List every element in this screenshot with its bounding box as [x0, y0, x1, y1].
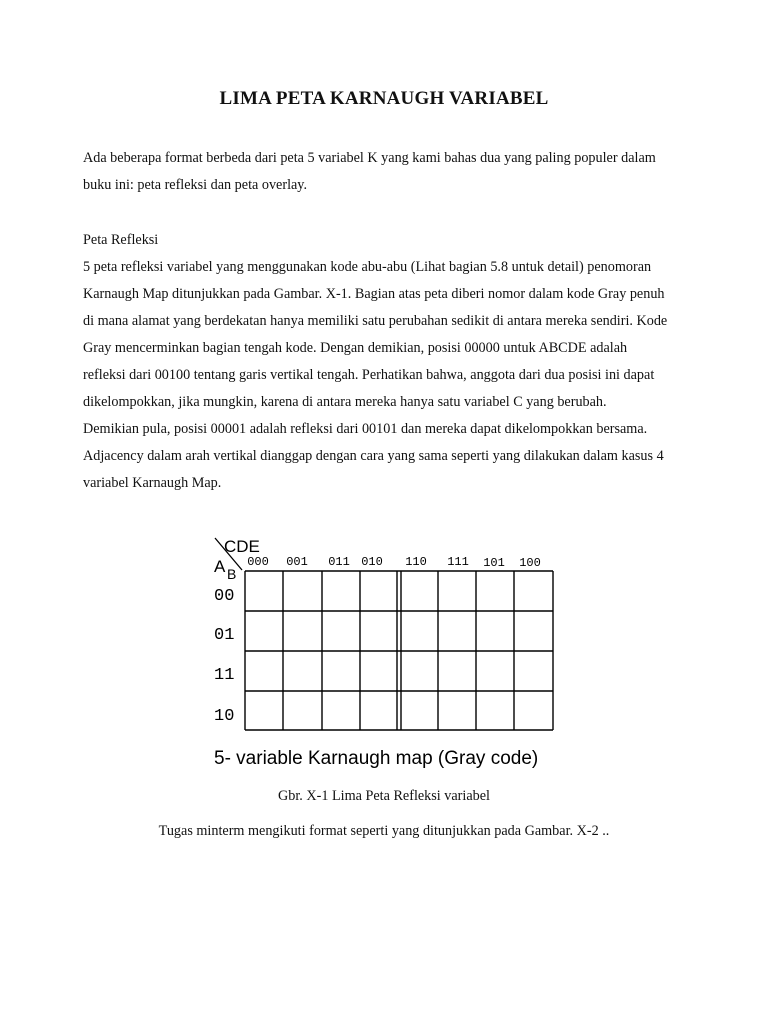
section-line: 5 peta refleksi variabel yang menggunakan kode abu-abu (Lihat bagian 5.8 untuk detail) penomoran — [83, 259, 652, 275]
section-line: Gray mencerminkan bagian tengah kode. Dengan demikian, posisi 00000 untuk ABCDE adalah — [83, 340, 628, 356]
karnaugh-map-figure — [200, 530, 570, 775]
column-label: 000 — [247, 555, 269, 569]
column-label: 100 — [519, 556, 541, 570]
document-title: LIMA PETA KARNAUGH VARIABEL — [219, 88, 549, 109]
section-line: Adjacency dalam arah vertikal dianggap dengan cara yang sama seperti yang dilakukan dalam kasus 4 — [83, 448, 664, 464]
intro-line: buku ini: peta refleksi dan peta overlay. — [83, 177, 308, 193]
row-label: 11 — [214, 666, 235, 685]
karnaugh-map-svg — [200, 530, 570, 775]
karnaugh-map-grid — [245, 571, 553, 730]
column-label: 110 — [405, 555, 427, 569]
section-line: dikelompokkan, jika mungkin, karena di antara mereka hanya satu variabel C yang berubah. — [83, 394, 607, 410]
section-paragraph — [83, 254, 698, 497]
column-variables-label: CDE — [224, 537, 260, 556]
intro-line: Ada beberapa format berbeda dari peta 5 variabel K yang kami bahas dua yang paling populer dalam — [83, 150, 656, 166]
intro-paragraph — [83, 145, 698, 199]
row-label: 01 — [214, 626, 235, 645]
column-label: 001 — [286, 555, 308, 569]
row-labels — [214, 587, 234, 726]
figure-caption: Gbr. X-1 Lima Peta Refleksi variabel — [278, 788, 490, 804]
row-label: 00 — [214, 587, 235, 606]
row-variable-a-label: A — [214, 557, 226, 576]
section-line: Karnaugh Map ditunjukkan pada Gambar. X-1. Bagian atas peta diberi nomor dalam kode Gray penuh — [83, 286, 665, 302]
column-label: 101 — [483, 556, 505, 570]
section-line: refleksi dari 00100 tentang garis vertikal tengah. Perhatikan bahwa, anggota dari dua posisi ini dapat — [83, 367, 655, 383]
column-labels — [247, 555, 541, 570]
closing-note: Tugas minterm mengikuti format seperti yang ditunjukkan pada Gambar. X-2 .. — [158, 823, 610, 839]
column-label: 010 — [361, 555, 383, 569]
column-label: 011 — [328, 555, 350, 569]
section-line: Demikian pula, posisi 00001 adalah refleksi dari 00101 dan mereka dapat dikelompokkan bersama. — [83, 421, 648, 437]
section-line: di mana alamat yang berdekatan hanya memiliki satu perubahan sedikit di antara mereka sendiri. Kode — [83, 313, 668, 329]
section-heading: Peta Refleksi — [83, 232, 159, 248]
section-line: variabel Karnaugh Map. — [83, 475, 222, 491]
figure-title: 5- variable Karnaugh map (Gray code) — [214, 748, 539, 769]
column-label: 111 — [447, 555, 469, 569]
row-label: 10 — [214, 707, 235, 726]
row-variable-b-label: B — [227, 566, 237, 582]
